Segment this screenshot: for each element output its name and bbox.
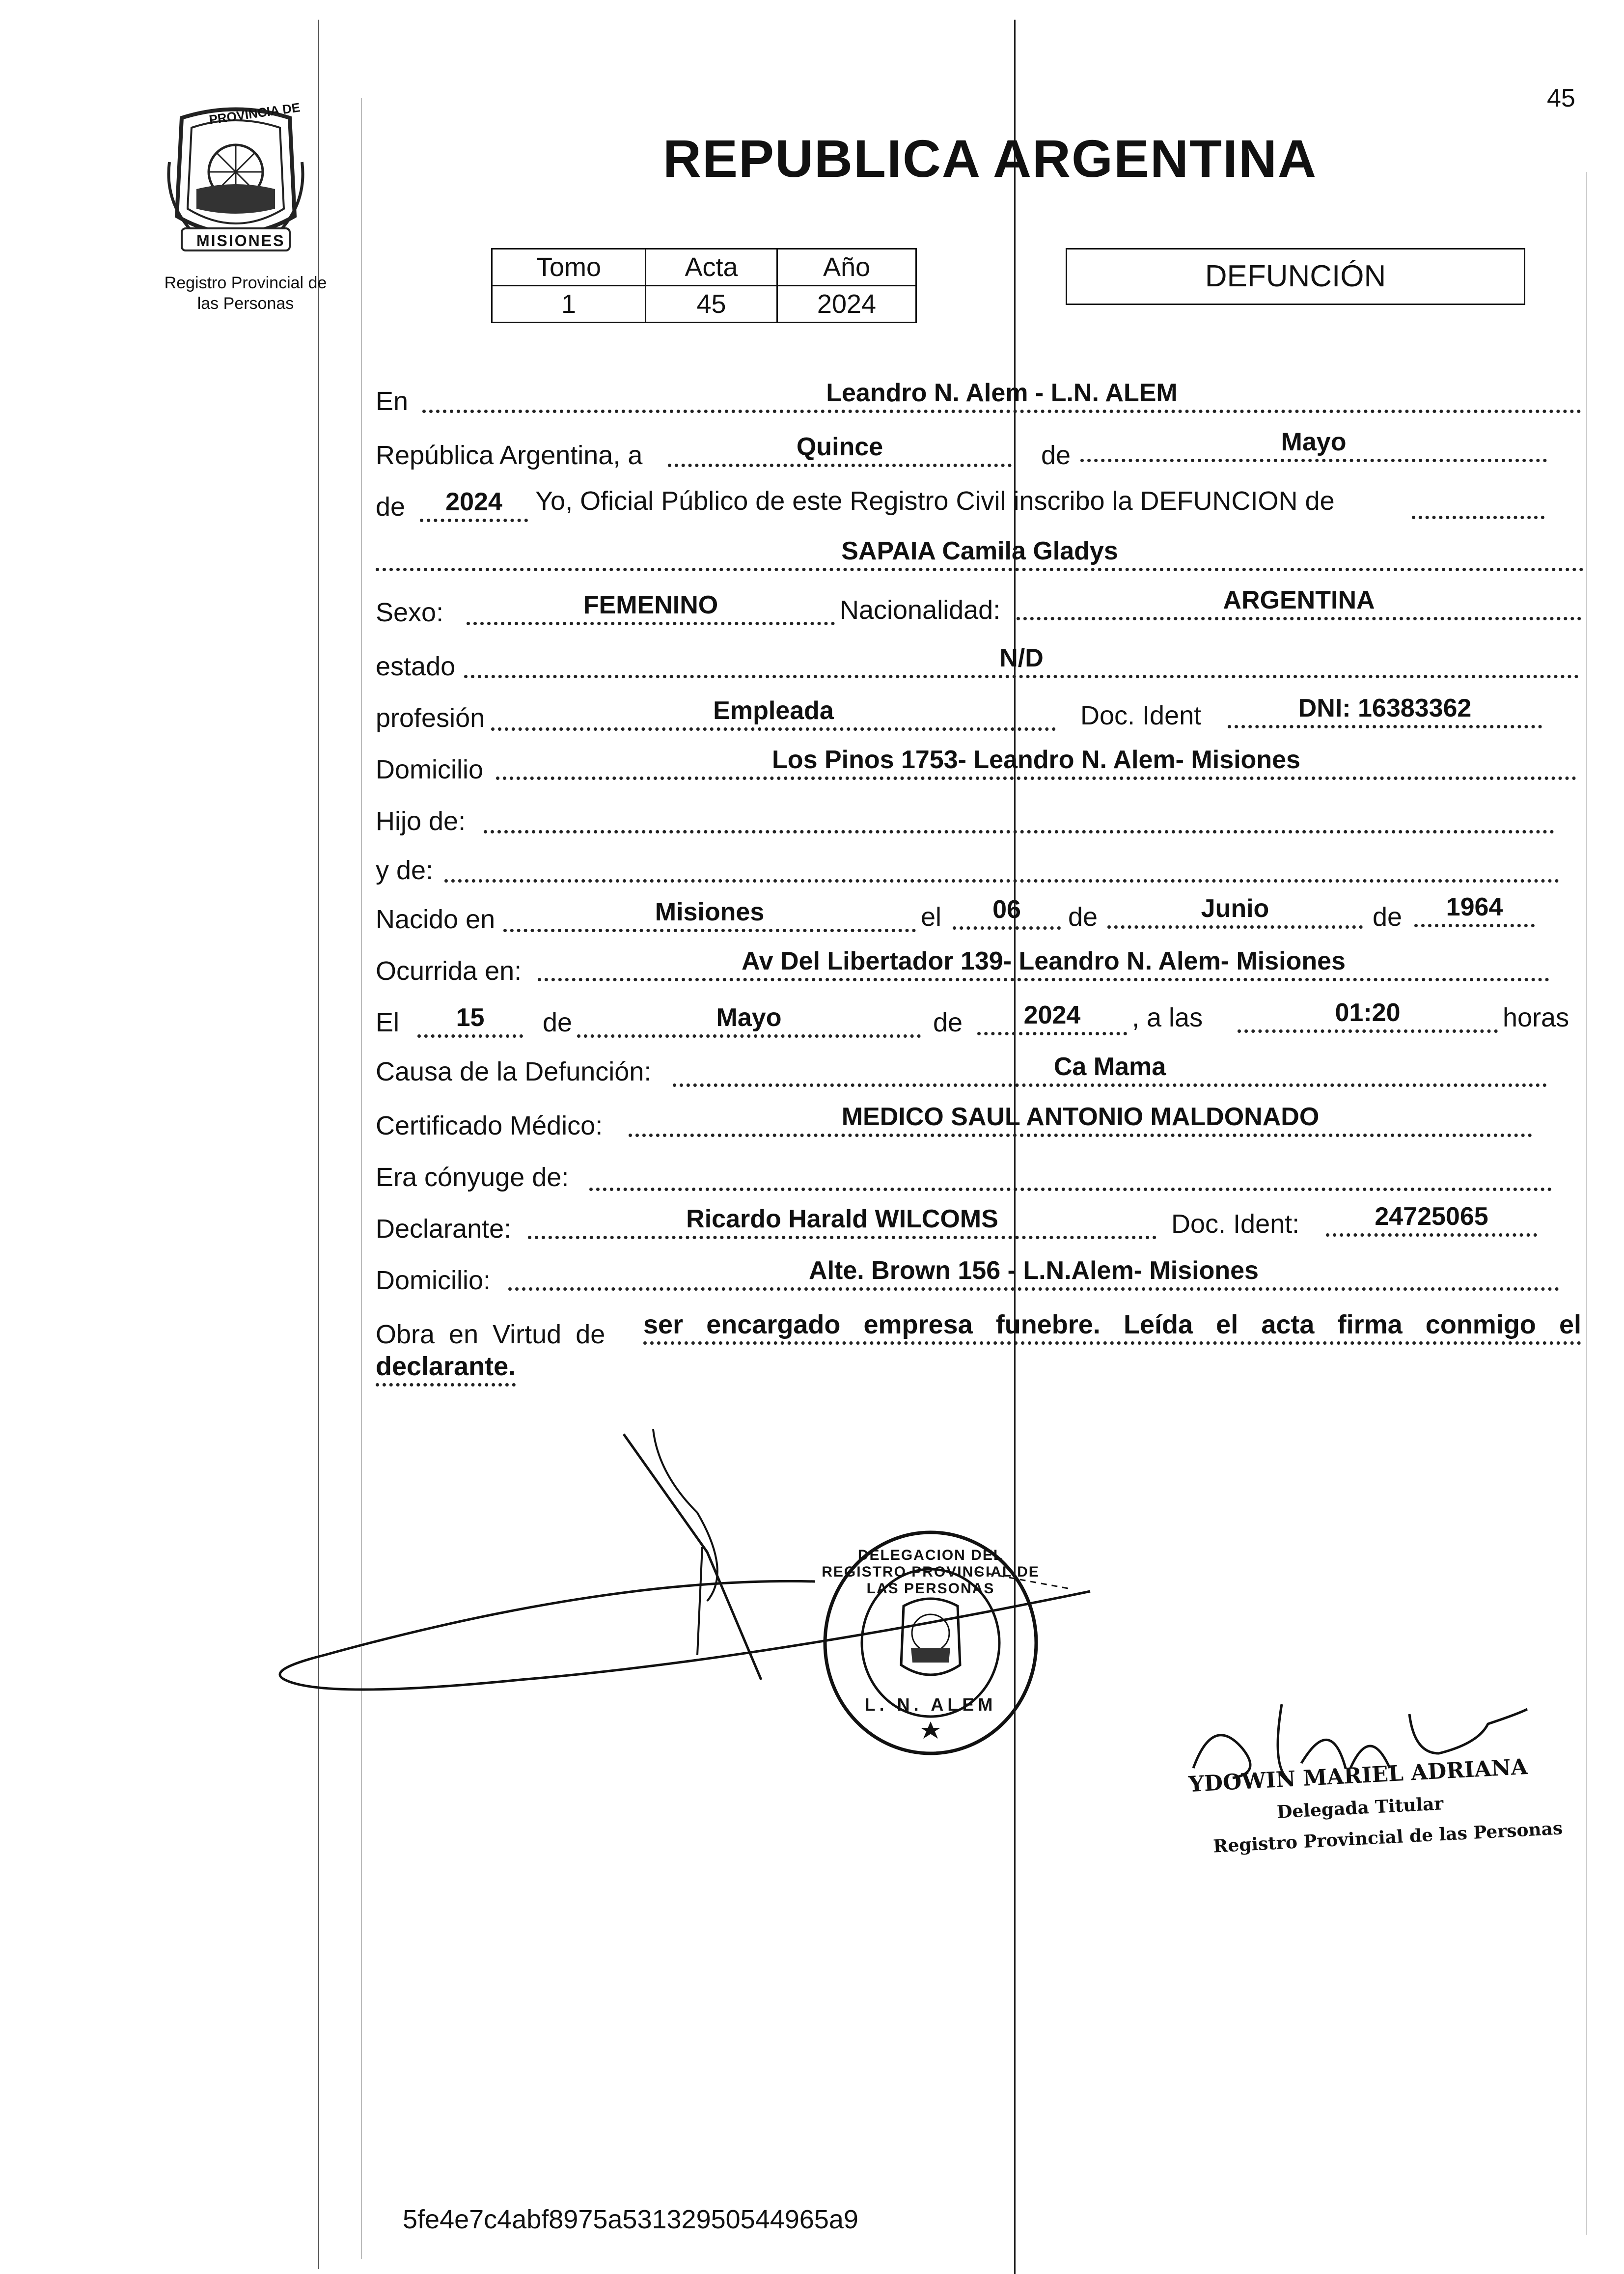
death-year: 2024 [977, 999, 1127, 1035]
causa-value: Ca Mama [673, 1051, 1547, 1087]
ref-value-acta: 45 [646, 286, 777, 323]
nacionalidad-label: Nacionalidad: [840, 595, 1001, 625]
death-month: Mayo [577, 1002, 921, 1038]
official-name: YDOWIN MARIEL ADRIANA [1188, 1754, 1529, 1798]
ocurrida-value: Av Del Libertador 139- Leandro N. Alem- Misiones [538, 945, 1549, 981]
seal-inner-text: L. N. ALEM [864, 1694, 997, 1715]
certificado-label: Certificado Médico: [376, 1111, 603, 1140]
deceased-name: SAPAIA Camila Gladys [376, 535, 1584, 571]
year-value: 2024 [420, 486, 528, 522]
place-value: Leandro N. Alem - L.N. ALEM [422, 377, 1581, 413]
hijo-dots [484, 830, 1554, 833]
intro-text: Yo, Oficial Público de este Registro Civil inscribo la DEFUNCION de [535, 486, 1335, 516]
yde-dots [444, 879, 1559, 883]
registry-seal [820, 1527, 1041, 1758]
birth-month: Junio [1107, 893, 1363, 929]
nacido-value: Misiones [503, 896, 916, 932]
reference-table [491, 248, 917, 323]
page-number: 45 [1547, 84, 1575, 112]
ref-value-tomo: 1 [492, 286, 646, 323]
nacido-label: Nacido en [376, 905, 495, 934]
domicilio2-value: Alte. Brown 156 - L.N.Alem- Misiones [508, 1255, 1559, 1291]
act-type-box: DEFUNCIÓN [1066, 248, 1525, 305]
de-label-3: de [1068, 902, 1098, 932]
sexo-label: Sexo: [376, 598, 444, 627]
alas-label: , a las [1132, 1003, 1203, 1032]
declarante-value: Ricardo Harald WILCOMS [528, 1203, 1156, 1239]
nacionalidad-value: ARGENTINA [1017, 584, 1581, 620]
obra-value-line-1: ser encargado empresa funebre. Leída el acta firma conmigo el [643, 1309, 1581, 1345]
birth-year: 1964 [1414, 891, 1535, 927]
causa-label: Causa de la Defunción: [376, 1057, 652, 1086]
hijo-label: Hijo de: [376, 806, 466, 836]
domicilio2-label: Domicilio: [376, 1266, 491, 1295]
conyuge-dots [589, 1188, 1552, 1191]
profesion-label: profesión [376, 703, 485, 733]
republica-label: República Argentina, a [376, 441, 643, 470]
registry-line-2: las Personas [197, 294, 294, 313]
day-value: Quince [668, 431, 1012, 467]
estado-value: N/D [464, 642, 1579, 678]
ocurrida-label: Ocurrida en: [376, 956, 522, 986]
doc-ident-2-value: 24725065 [1326, 1201, 1537, 1237]
intro-dots [1412, 516, 1544, 519]
profesion-value: Empleada [491, 695, 1056, 731]
el-label: el [921, 902, 942, 932]
de-label-4: de [1373, 902, 1403, 932]
obra-value-line-2: declarante. [376, 1351, 516, 1387]
declarante-label: Declarante: [376, 1214, 512, 1244]
center-fold-line [1014, 20, 1016, 2274]
de-label-5: de [543, 1008, 573, 1037]
emblem-text-top: PROVINCIA DE [208, 100, 301, 127]
official-office: Registro Provincial de las Personas [1212, 1818, 1564, 1857]
de-label-6: de [933, 1008, 963, 1037]
domicilio-value: Los Pinos 1753- Leandro N. Alem- Misiones [496, 744, 1576, 780]
month-value: Mayo [1080, 426, 1547, 462]
doc-ident-2-label: Doc. Ident: [1171, 1209, 1300, 1239]
emblem-text-bottom: MISIONES [196, 232, 285, 250]
seal-outer-text: DELEGACION DEL REGISTRO PROVINCIAL DE LAS PERSONAS [822, 1547, 1040, 1597]
domicilio-label: Domicilio [376, 755, 484, 784]
doc-ident-label: Doc. Ident [1080, 701, 1202, 730]
doc-ident-value: DNI: 16383362 [1228, 693, 1542, 728]
ref-header-acta: Acta [646, 249, 777, 286]
sexo-value: FEMENINO [467, 589, 835, 625]
de-label-1: de [1041, 441, 1071, 470]
en-label: En [376, 387, 409, 416]
registry-line-1: Registro Provincial de [164, 274, 327, 292]
ref-header-tomo: Tomo [492, 249, 646, 286]
el2-label: El [376, 1008, 400, 1037]
left-margin-ticks [361, 98, 362, 2259]
estado-label: estado [376, 652, 456, 681]
left-margin-line [318, 20, 319, 2269]
birth-day: 06 [953, 894, 1061, 930]
horas-label: horas [1503, 1003, 1569, 1032]
death-time: 01:20 [1238, 997, 1498, 1033]
death-day: 15 [417, 1002, 523, 1038]
registry-caption [147, 273, 344, 314]
document-hash: 5fe4e7c4abf8975a53132950544965a9 [403, 2205, 858, 2234]
de-label-2: de [376, 492, 406, 522]
ref-value-ano: 2024 [777, 286, 916, 323]
certificado-value: MEDICO SAUL ANTONIO MALDONADO [629, 1101, 1532, 1137]
right-margin-ticks [1586, 172, 1587, 2235]
province-emblem [162, 100, 309, 255]
obra-label: Obra en Virtud de [376, 1320, 606, 1349]
ref-header-ano: Año [777, 249, 916, 286]
page-title: REPUBLICA ARGENTINA [663, 129, 1317, 188]
official-title: Delegada Titular [1276, 1793, 1444, 1823]
conyuge-label: Era cónyuge de: [376, 1163, 569, 1192]
yde-label: y de: [376, 856, 434, 885]
